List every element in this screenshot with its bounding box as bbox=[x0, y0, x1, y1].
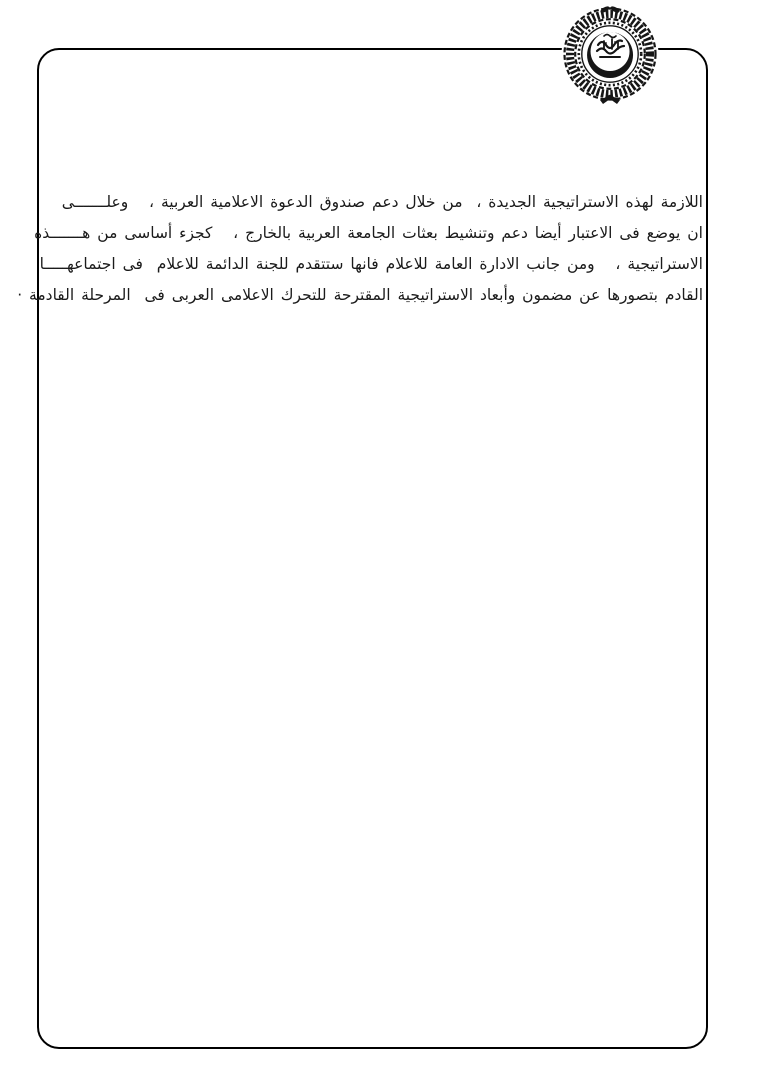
text-line-4: القادم بتصورها عن مضمون وأبعاد الاستراتيجية المقترحة للتحرك الاعلامى العربى فى المرحلة القادمة · bbox=[17, 286, 703, 304]
document-text bbox=[17, 187, 703, 311]
text-line-1: اللازمة لهذه الاستراتيجية الجديدة ، من خلال دعم صندوق الدعوة الاعلامية العربية ، وعلـــــــى bbox=[61, 193, 703, 211]
text-line-3: الاستراتيجية ، ومن جانب الادارة العامة للاعلام فانها ستتقدم للجنة الدائمة للاعلام فى اجتماعهـــــا bbox=[39, 255, 703, 273]
text-line-2: ان يوضع فى الاعتبار أيضا دعم وتنشيط بعثات الجامعة العربية بالخارج ، كجزء أساسى من هـــــــذه bbox=[34, 224, 703, 242]
arab-league-emblem bbox=[560, 3, 660, 105]
